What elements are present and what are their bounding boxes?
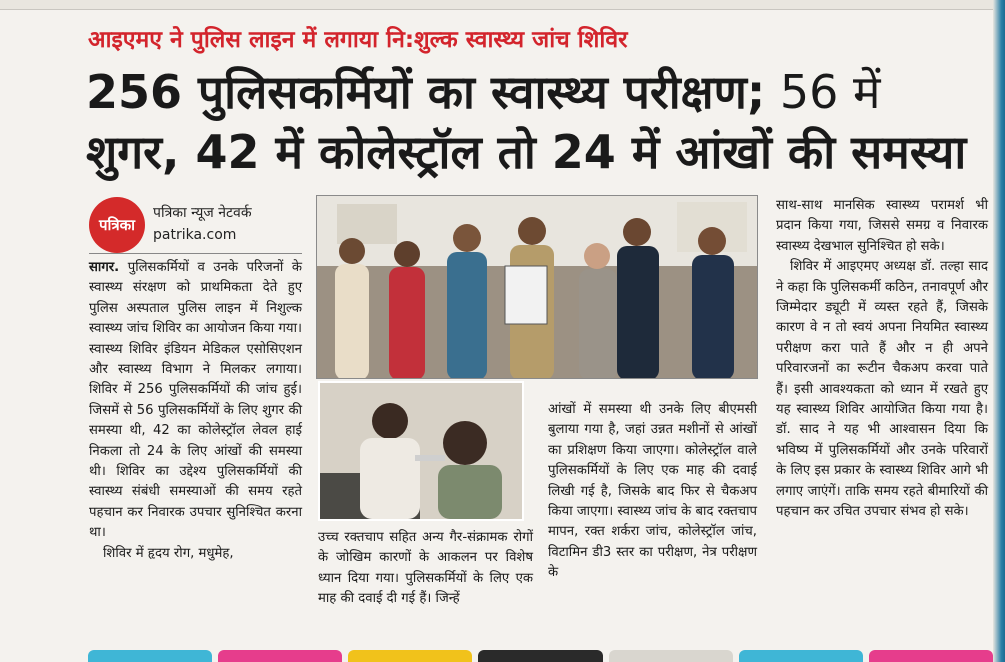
article-column-1 <box>89 258 302 564</box>
bottom-color-strip <box>88 650 993 662</box>
headline-line1-bold: 256 पुलिसकर्मियों का स्वास्थ्य परीक्षण; <box>86 65 766 119</box>
top-rule <box>0 0 1005 10</box>
col3-paragraph: आंखों में समस्या थी उनके लिए बीएमसी बुलाया गया है, जहां उन्नत मशीनों से आंखों का प्रशिक्षण किया जाएगा। कोलेस्ट्रॉल वाले पुलिसकर्मियों के लिए एक माह की दवाई लिखी गई है, जिसके बाद फिर से चैकअप किया जाएगा। स्वास्थ्य जांच के बाद रक्तचाप मापन, रक्त शर्करा जांच, कोलेस्ट्रॉल जांच, विटामिन डी3 स्तर का परीक्षण, नेत्र परीक्षण के <box>548 402 757 581</box>
strip-segment <box>739 650 863 662</box>
col1-paragraph-1: पुलिसकर्मियों व उनके परिजनों के स्वास्थ्य संरक्षण को प्राथमिकता देते हुए पुलिस अस्पताल पुलिस लाइन में निशुल्क स्वास्थ्य जांच शिविर का आयोजन किया गया। स्वास्थ्य शिविर इंडियन मेडिकल एसोसिएशन और स्वास्थ्य विभाग ने मिलकर लगाया। शिविर में 256 पुलिसकर्मियों की जांच हुई। जिसमें से 56 पुलिसकर्मियों के लिए शुगर की समस्या थी, 42 का कोलेस्ट्रॉल लेवल हाई निकला तो 24 के लिए आंखों की समस्या थी। शिविर का उद्देश्य पुलिसकर्मियों की स्वास्थ्य संबंधी समस्याओं की समय रहते पहचान कर निवारक उपचार सुनिश्चित करना था। <box>89 260 302 541</box>
headline-line1-light: 56 में <box>765 65 881 119</box>
logo-text: पत्रिका <box>98 216 136 234</box>
col4-paragraph-2: शिविर में आइएमए अध्यक्ष डॉ. तल्हा साद ने कहा कि पुलिसकर्मी कठिन, तनावपूर्ण और जिम्मेदार ड्यूटी में व्यस्त रहते हैं, जिसके कारण वे न तो स्वयं अपना नियमित स्वास्थ्य परीक्षण करा पाते हैं और न ही अपने परिवारजनों का रूटीन चैकअप करवा पाते हैं। इसी आवश्यकता को ध्यान में रखते हुए यह स्वास्थ्य शिविर आयोजित किया गया है। डॉ. साद ने यह भी आश्वासन दिया कि भविष्य में पुलिसकर्मियों और उनके परिवारों के लिए इस प्रकार के स्वास्थ्य शिविर आगे भी लगाए जाएंगें। ताकि समय रहते बीमारियों की पहचान कर उचित उपचार संभव हो सके। <box>776 259 988 520</box>
strip-segment <box>609 650 733 662</box>
col4-paragraph-1: साथ-साथ मानसिक स्वास्थ्य परामर्श भी प्रदान किया गया, जिससे समग्र व निवारक स्वास्थ्य देखभाल सुनिश्चित हो सके। <box>776 198 988 254</box>
patrika-logo <box>89 197 145 253</box>
headline-line2: शुगर, 42 में कोलेस्ट्रॉल तो 24 में आंखों की समस्या <box>86 125 967 179</box>
kicker-headline: आइएमए ने पुलिस लाइन में लगाया नि:शुल्क स्वास्थ्य जांच शिविर <box>88 27 628 53</box>
strip-segment <box>869 650 993 662</box>
strip-segment <box>478 650 602 662</box>
strip-segment <box>348 650 472 662</box>
col1-paragraph-2: शिविर में हृदय रोग, मधुमेह, <box>103 545 234 561</box>
article-column-4 <box>776 196 988 523</box>
checkup-photo-illustration <box>320 383 522 519</box>
col2-paragraph: उच्च रक्तचाप सहित अन्य गैर-संक्रामक रोगों के जोखिम कारणों के आकलन पर विशेष ध्यान दिया गया। पुलिसकर्मियों के लिए एक माह की दवाई दी गई हैं। जिन्हें <box>318 530 533 607</box>
source-name: पत्रिका न्यूज नेटवर्क <box>153 205 252 221</box>
event-photo <box>316 195 758 379</box>
right-edge-strip <box>993 0 1005 662</box>
event-photo-illustration <box>317 196 758 379</box>
byline-rule <box>89 253 302 254</box>
dateline: सागर. <box>89 260 120 275</box>
article-column-3 <box>548 400 757 584</box>
main-headline <box>86 62 986 182</box>
strip-segment <box>218 650 342 662</box>
strip-segment <box>88 650 212 662</box>
article-column-2 <box>318 528 533 610</box>
checkup-photo <box>318 381 524 521</box>
source-url: patrika.com <box>153 227 237 243</box>
